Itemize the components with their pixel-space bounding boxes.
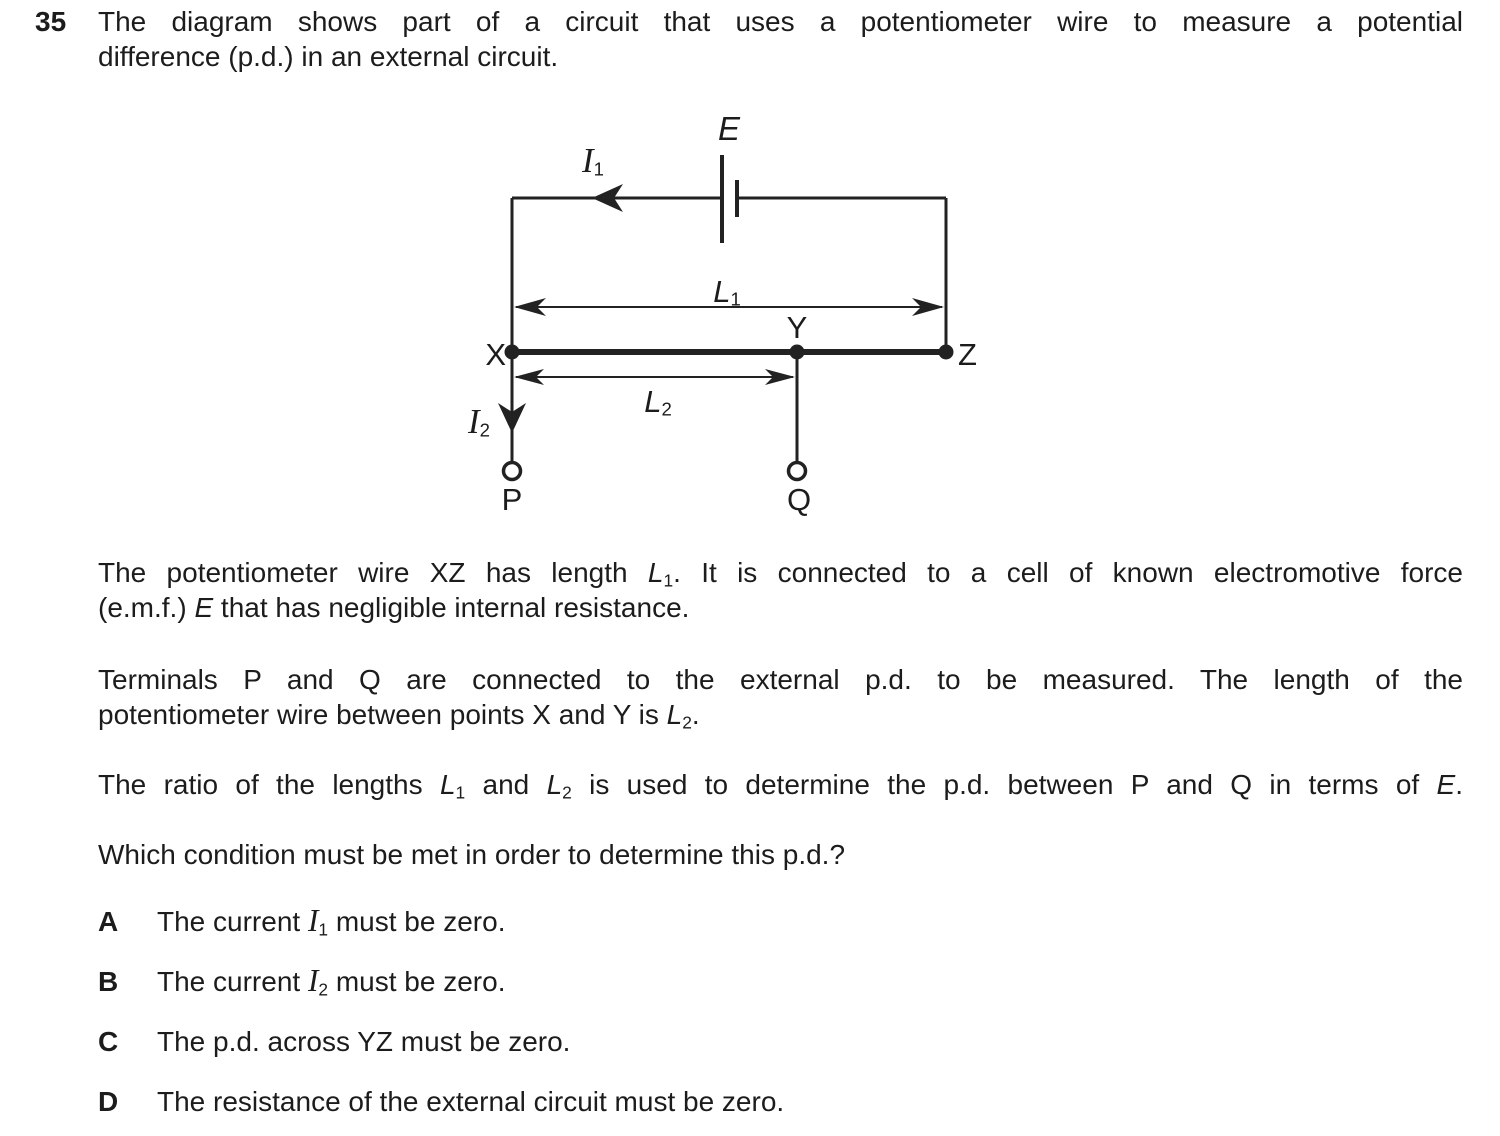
label-length-l2: $L_2$ (644, 384, 672, 420)
node-x-dot (505, 345, 520, 360)
label-current-i2: $I_2$ (468, 402, 490, 441)
paragraph-line: The ratio of the lengths $L_1$ and $L_2$ is used to determine the p.d. between P and Q in terms of E. (98, 769, 1463, 803)
paragraph-line: The diagram shows part of a circuit that uses a potentiometer wire to measure a potential (98, 6, 1463, 37)
paragraph-line: The potentiometer wire XZ has length $L_1$. It is connected to a cell of known electromotive force (98, 557, 1463, 591)
paragraph-line: Terminals P and Q are connected to the external p.d. to be measured. The length of the (98, 664, 1463, 695)
option-b-text: The current $I_2$ must be zero. (157, 963, 506, 1000)
option-d-letter: D (98, 1086, 119, 1117)
label-point-y: Y (786, 310, 808, 345)
label-current-i1: $I_1$ (582, 141, 604, 180)
label-emf-e: E (717, 110, 741, 147)
label-point-x: X (485, 337, 506, 372)
terminal-p-circle (504, 463, 521, 480)
label-terminal-p: P (501, 482, 523, 517)
question-number: 35 (35, 6, 67, 37)
option-b-letter: B (98, 966, 119, 997)
paragraph-line: potentiometer wire between points X and Y is $L_2$. (98, 699, 700, 733)
option-c-text: The p.d. across YZ must be zero. (157, 1026, 571, 1057)
option-a-text: The current $I_1$ must be zero. (157, 903, 506, 940)
option-a-letter: A (98, 906, 119, 937)
paragraph-line: (e.m.f.) E that has negligible internal resistance. (98, 592, 690, 623)
node-y-dot (790, 345, 805, 360)
question-prompt (98, 837, 1463, 872)
paragraph-line: Which condition must be met in order to determine this p.d.? (98, 839, 846, 870)
wire-description-paragraph (98, 555, 1463, 625)
label-point-z: Z (958, 337, 977, 372)
label-length-l1: $L_1$ (713, 274, 741, 310)
node-z-dot (939, 345, 954, 360)
ratio-paragraph (98, 767, 1463, 802)
paragraph-line: difference (p.d.) in an external circuit. (98, 41, 559, 72)
option-d-text: The resistance of the external circuit must be zero. (157, 1086, 785, 1117)
label-terminal-q: Q (786, 482, 812, 517)
option-c-letter: C (98, 1026, 119, 1057)
terminals-paragraph (98, 662, 1463, 732)
terminal-q-circle (789, 463, 806, 480)
